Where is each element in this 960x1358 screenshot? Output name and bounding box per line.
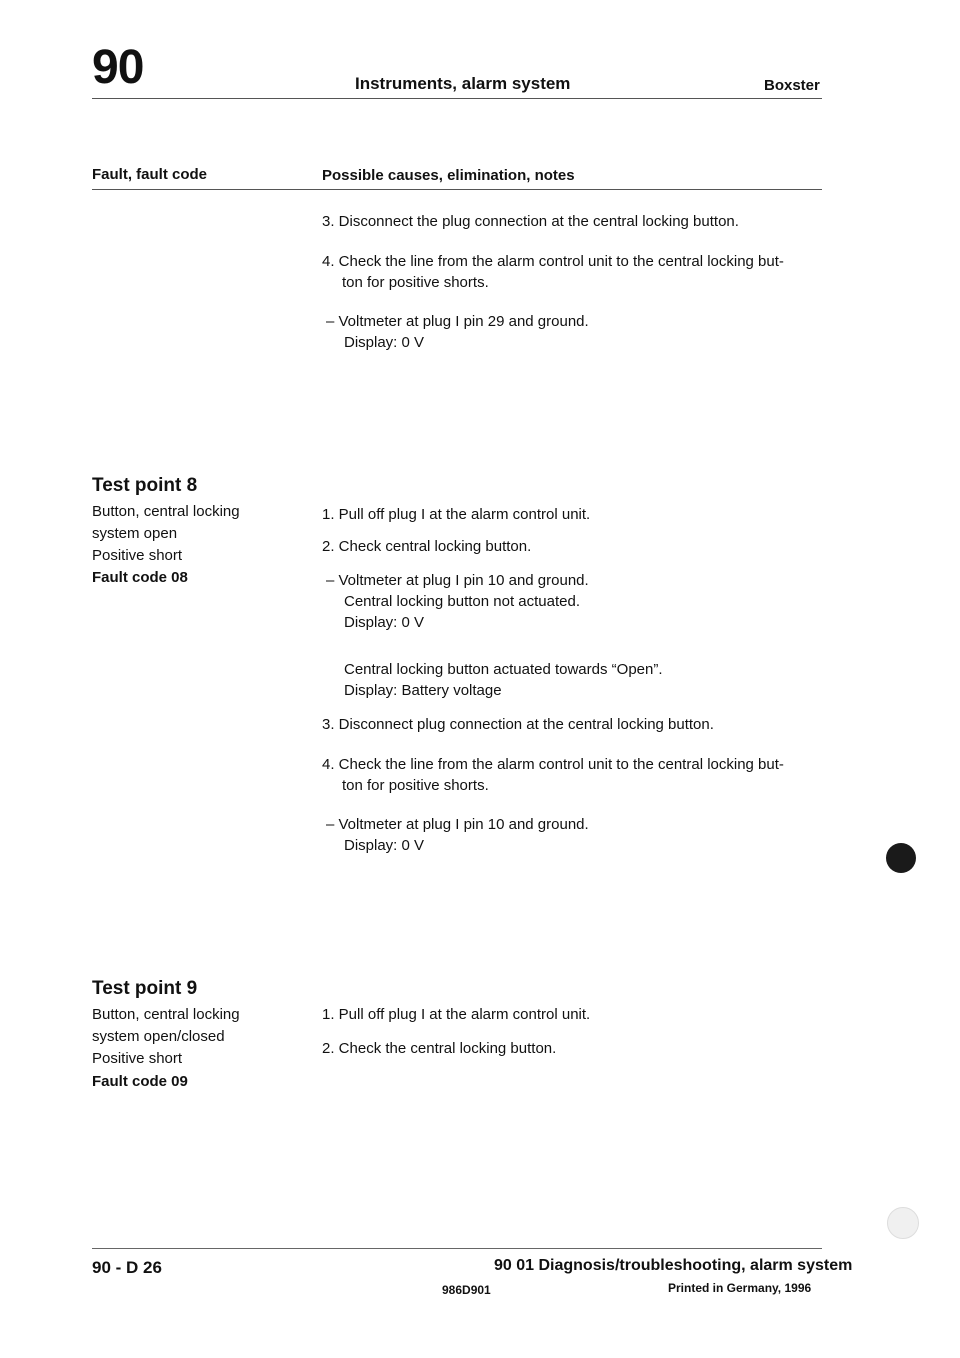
step-item: 1. Pull off plug I at the alarm control unit. <box>322 506 591 523</box>
section-number: 90 <box>92 41 144 94</box>
display-value: Display: Battery voltage <box>344 682 502 699</box>
step-item <box>322 754 784 796</box>
measurement-note <box>326 570 589 633</box>
test-point-8-description: Button, central locking <box>92 503 240 520</box>
test-point-9-description: system open/closed <box>92 1028 225 1045</box>
test-point-8-fault-code: Fault code 08 <box>92 569 188 586</box>
measurement-text: – Voltmeter at plug I pin 10 and ground. <box>326 572 589 589</box>
display-value: Display: 0 V <box>344 837 425 854</box>
step-item: 3. Disconnect the plug connection at the central locking button. <box>322 213 739 230</box>
test-point-9-fault-code: Fault code 09 <box>92 1073 188 1090</box>
register-mark-empty <box>887 1207 919 1239</box>
step-item <box>322 251 784 293</box>
register-mark-filled <box>886 843 916 873</box>
measurement-note <box>326 659 663 701</box>
test-point-9-title: Test point 9 <box>92 978 198 999</box>
test-point-8-description: Positive short <box>92 547 183 564</box>
step-item: 2. Check the central locking button. <box>322 1040 557 1057</box>
test-point-9-description: Button, central locking <box>92 1006 240 1023</box>
column-heading-divider <box>92 189 822 190</box>
model-name: Boxster <box>764 77 820 94</box>
step-item: 3. Disconnect plug connection at the central locking button. <box>322 716 714 733</box>
measurement-note <box>326 814 589 856</box>
column-heading-causes: Possible causes, elimination, notes <box>322 167 575 184</box>
measurement-note <box>326 311 589 353</box>
display-value: Display: 0 V <box>344 334 425 351</box>
print-info: Printed in Germany, 1996 <box>668 1281 812 1295</box>
step-item: 2. Check central locking button. <box>322 538 532 555</box>
test-point-8-description: system open <box>92 525 178 542</box>
header-divider <box>92 98 822 99</box>
step-text-continued: ton for positive shorts. <box>342 274 489 291</box>
page-number: 90 - D 26 <box>92 1258 162 1277</box>
step-text: 4. Check the line from the alarm control unit to the central locking but- <box>322 756 784 773</box>
measurement-condition: Central locking button not actuated. <box>344 593 580 610</box>
footer-divider <box>92 1248 822 1249</box>
test-point-8-title: Test point 8 <box>92 475 198 496</box>
step-text-continued: ton for positive shorts. <box>342 777 489 794</box>
step-text: 4. Check the line from the alarm control unit to the central locking but- <box>322 253 784 270</box>
step-item: 1. Pull off plug I at the alarm control unit. <box>322 1006 591 1023</box>
test-point-9-description: Positive short <box>92 1050 183 1067</box>
column-heading-fault: Fault, fault code <box>92 166 208 183</box>
display-value: Display: 0 V <box>344 614 425 631</box>
document-code: 986D901 <box>442 1283 491 1297</box>
measurement-condition: Central locking button actuated towards “Open”. <box>344 661 663 678</box>
footer-section-title: 90 01 Diagnosis/troubleshooting, alarm system <box>494 1257 853 1274</box>
page-header-title: Instruments, alarm system <box>355 74 571 93</box>
measurement-text: – Voltmeter at plug I pin 29 and ground. <box>326 313 589 330</box>
measurement-text: – Voltmeter at plug I pin 10 and ground. <box>326 816 589 833</box>
